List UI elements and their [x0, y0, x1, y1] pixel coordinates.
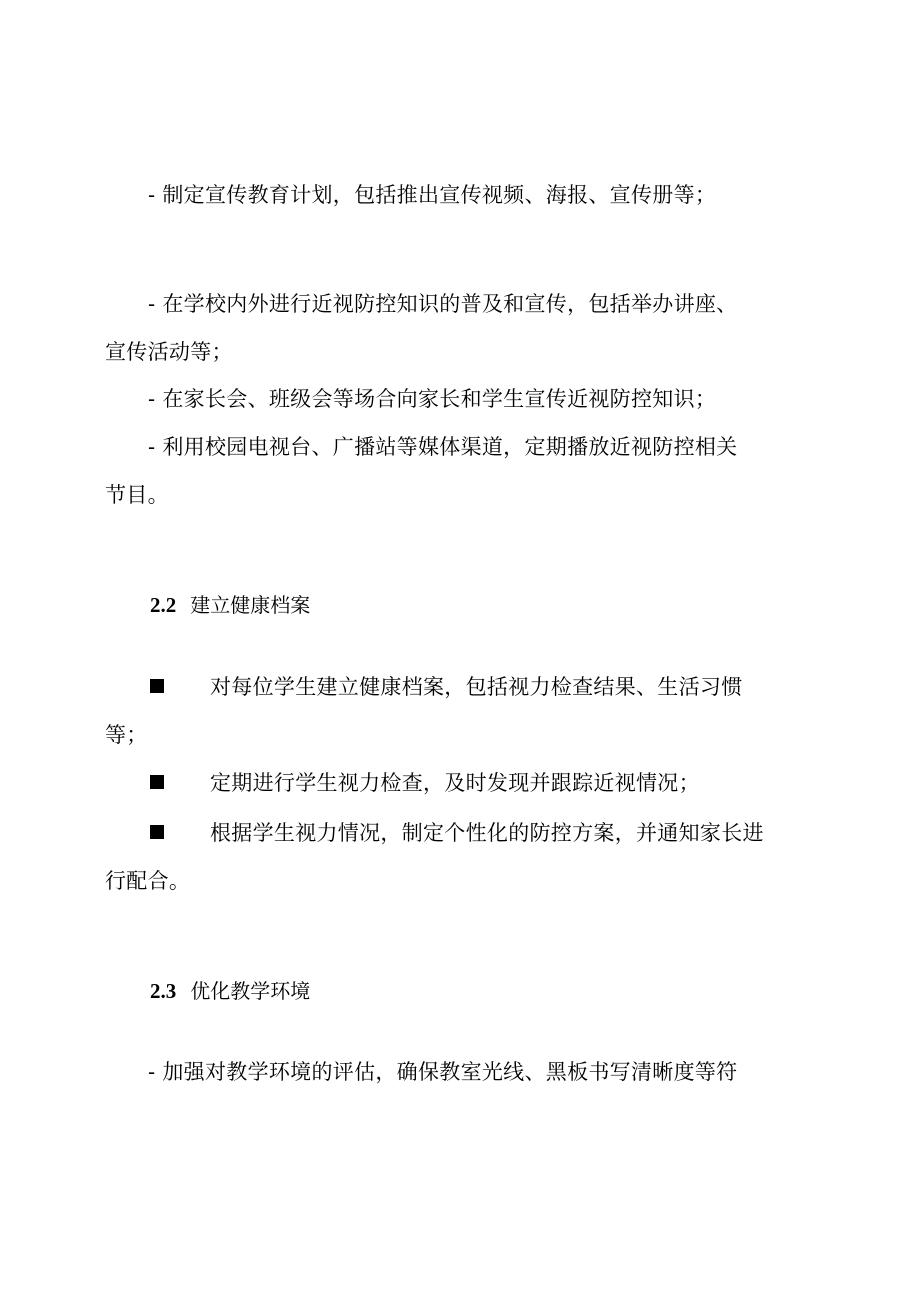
- paragraph-campus-publicity-line1: - 在学校内外进行近视防控知识的普及和宣传，包括举办讲座、: [148, 292, 738, 316]
- paragraph-teaching-environment: - 加强对教学环境的评估，确保教室光线、黑板书写清晰度等符: [148, 1060, 738, 1084]
- section-number: 2.3: [150, 979, 177, 1003]
- section-heading-2-3: [150, 976, 310, 1006]
- list-item: [150, 818, 764, 848]
- list-item-continuation: 行配合。: [105, 869, 191, 893]
- section-number: 2.2: [150, 593, 177, 617]
- section-heading-2-2: [150, 590, 310, 620]
- list-item: [150, 672, 743, 702]
- list-item-continuation: 等；: [105, 723, 148, 747]
- list-item-text: 对每位学生建立健康档案，包括视力检查结果、生活习惯: [210, 675, 743, 699]
- paragraph-media-channels-line1: - 利用校园电视台、广播站等媒体渠道，定期播放近视防控相关: [148, 435, 738, 459]
- section-title: 优化教学环境: [190, 979, 311, 1003]
- section-title: 建立健康档案: [190, 593, 311, 617]
- square-bullet-icon: [150, 825, 164, 839]
- list-item-text: 定期进行学生视力检查，及时发现并跟踪近视情况；: [210, 771, 700, 795]
- square-bullet-icon: [150, 775, 164, 789]
- paragraph-campus-publicity-line2: 宣传活动等；: [105, 340, 233, 364]
- paragraph-parent-meeting: - 在家长会、班级会等场合向家长和学生宣传近视防控知识；: [148, 387, 717, 411]
- square-bullet-icon: [150, 679, 164, 693]
- paragraph-media-channels-line2: 节目。: [105, 483, 169, 507]
- list-item: [150, 768, 700, 798]
- paragraph-publicity-plan: - 制定宣传教育计划，包括推出宣传视频、海报、宣传册等；: [148, 183, 717, 207]
- list-item-text: 根据学生视力情况，制定个性化的防控方案，并通知家长进: [210, 821, 764, 845]
